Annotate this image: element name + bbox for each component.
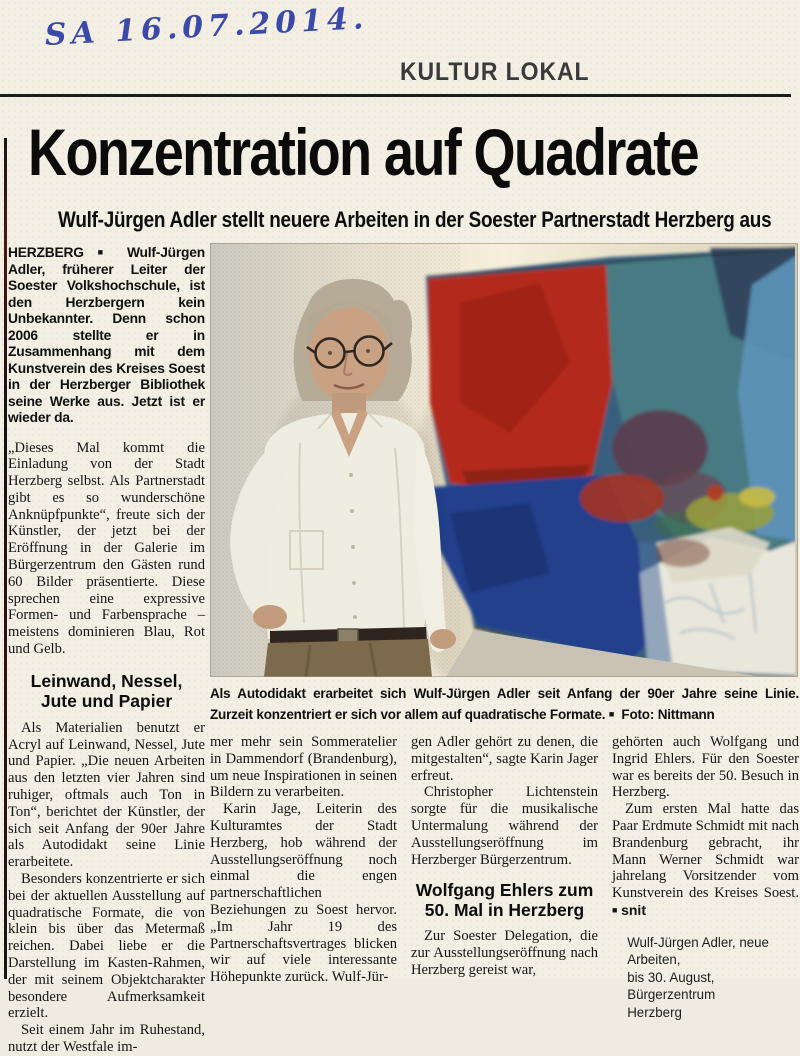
photo-credit: Foto: Nittmann — [621, 707, 715, 722]
crosshead-ehlers: Wolfgang Ehlers zum 50. Mal in Herzberg — [415, 880, 594, 921]
bottom-column-2 — [411, 734, 598, 1021]
exhibition-info-line: Herzberg — [627, 1003, 682, 1020]
bottom-column-1 — [210, 734, 397, 1021]
paragraph: Zur Soester Delegation, die zur Ausstellungseröffnung nach Herzberg gereist war, — [411, 928, 598, 978]
section-header: KULTUR LOKAL — [400, 58, 590, 86]
square-bullet-icon: ■ — [97, 247, 114, 257]
square-bullet-icon: ■ — [608, 709, 615, 719]
paragraph: Karin Jage, Leiterin des Kulturamtes der Stadt Herzberg, hob während der Ausstellungseröffnung noch einmal die engen partnerschaftlichen Beziehungen zu Soest hervor. „Im Jahr 19 des Partnerschaftsvertrages blicken wir auf viele interessante Höhepunkte zurück. Wulf-Jür- — [210, 801, 397, 986]
lead-text: Wulf-Jürgen Adler, früherer Leiter der Soester Volkshochschule, ist den Herzbergern kein Unbekannter. Denn schon 2006 stellte er in Zusammenhang mit dem Kunstverein des Kreises Soest in der Herzberger Bibliothek seine Werke aus. Jetzt ist er wieder da. — [8, 245, 205, 425]
right-hand — [430, 629, 456, 649]
lead-location: HERZBERG — [8, 245, 84, 260]
article-photo — [210, 243, 798, 677]
lead-paragraph — [8, 244, 205, 427]
article-left-column — [8, 244, 205, 1056]
exhibition-info-line: Wulf-Jürgen Adler, neue Arbeiten, — [627, 933, 769, 968]
subheadline — [0, 207, 800, 233]
paragraph: Seit einem Jahr im Ruhestand, nutzt der Westfale im- — [8, 1022, 205, 1055]
exhibition-info — [612, 934, 790, 1022]
headline: Konzentration auf Quadrate — [28, 115, 698, 189]
abstract-painting — [426, 248, 797, 677]
bottom-column-3 — [612, 734, 799, 1021]
square-bullet-icon: ■ — [612, 904, 618, 915]
trousers — [264, 639, 432, 677]
handwritten-date: SA 16.07.2014. — [44, 1, 370, 53]
paragraph: „Dieses Mal kommt die Einladung von der Stadt Herzberg selbst. Als Partnerstadt gibt es so wunderschöne Anknüpfpunkte“, freute sich der Künstler, der jetzt bei der Eröffnung in der Galerie im Bürgerzentrum den Gästen rund 60 Bilder präsentierte. Diese sprechen eine expressive Formen- und Farbensprache – meistens dominieren Blau, Rot und Gelb. — [8, 439, 205, 658]
paragraph: Zum ersten Mal hatte das Paar Erdmute Schmidt mit nach Brandenburg gebracht, ihr Mann Werner Schmidt war jahrelang Vorsitzender vom Kunstverein des Kreises Soest. ■ snit — [612, 801, 799, 918]
photo-illustration — [210, 243, 798, 677]
paragraph: mer mehr sein Sommeratelier in Dammendorf (Brandenburg), um neue Inspirationen in seinen Bildern zu verarbeiten. — [210, 734, 397, 801]
hand-on-hip — [253, 605, 287, 629]
paragraph: Als Materialien benutzt er Acryl auf Leinwand, Nessel, Jute und Papier. „Die neuen Arbeiten aus den letzten vier Jahren sind ruhiger, oftmals auch Ton in Ton“, berichtet der Künstler, der sich seit Anfang der 90er Jahre als Autodidakt seine Linie erarbeitete. — [8, 719, 205, 871]
photo-caption: Als Autodidakt erarbeitet sich Wulf-Jürgen Adler seit Anfang der 90er Jahre seine Linie. Zurzeit konzentriert er sich vor allem auf quadratische Formate. ■ Foto: Nittmann — [210, 686, 799, 722]
article-bottom-columns — [210, 734, 799, 1021]
paragraph: Besonders konzentrierte er sich bei der aktuellen Ausstellung auf quadratische Formate, die von klein bis über das Metermaß reichen. Dabei liebe er die Darstellung im Kasten-Rahmen, der mit seinem Objektcharakter besondere Aufmerksamkeit erzielt. — [8, 871, 205, 1022]
subheadline-text: Wulf-Jürgen Adler stellt neuere Arbeiten in der Soester Partnerstadt Herzberg aus — [58, 207, 772, 232]
paragraph: Christopher Lichtenstein sorgte für die musikalische Untermalung während der Ausstellungseröffnung im Herzberger Bürgerzentrum. — [411, 784, 598, 868]
page-fold-line — [4, 138, 7, 979]
paragraph: gen Adler gehört zu denen, die mitgestalten“, sagte Karin Jager erfreut. — [411, 734, 598, 784]
author-signature: snit — [621, 901, 646, 918]
crosshead-materials: Leinwand, Nessel, Jute und Papier — [30, 670, 183, 711]
header-rule — [0, 94, 791, 97]
exhibition-info-line: bis 30. August, Bürgerzentrum — [627, 968, 716, 1003]
paragraph: gehörten auch Wolfgang und Ingrid Ehlers. Für den Soester war es bereits der 50. Besuch in Herzberg. — [612, 734, 799, 801]
